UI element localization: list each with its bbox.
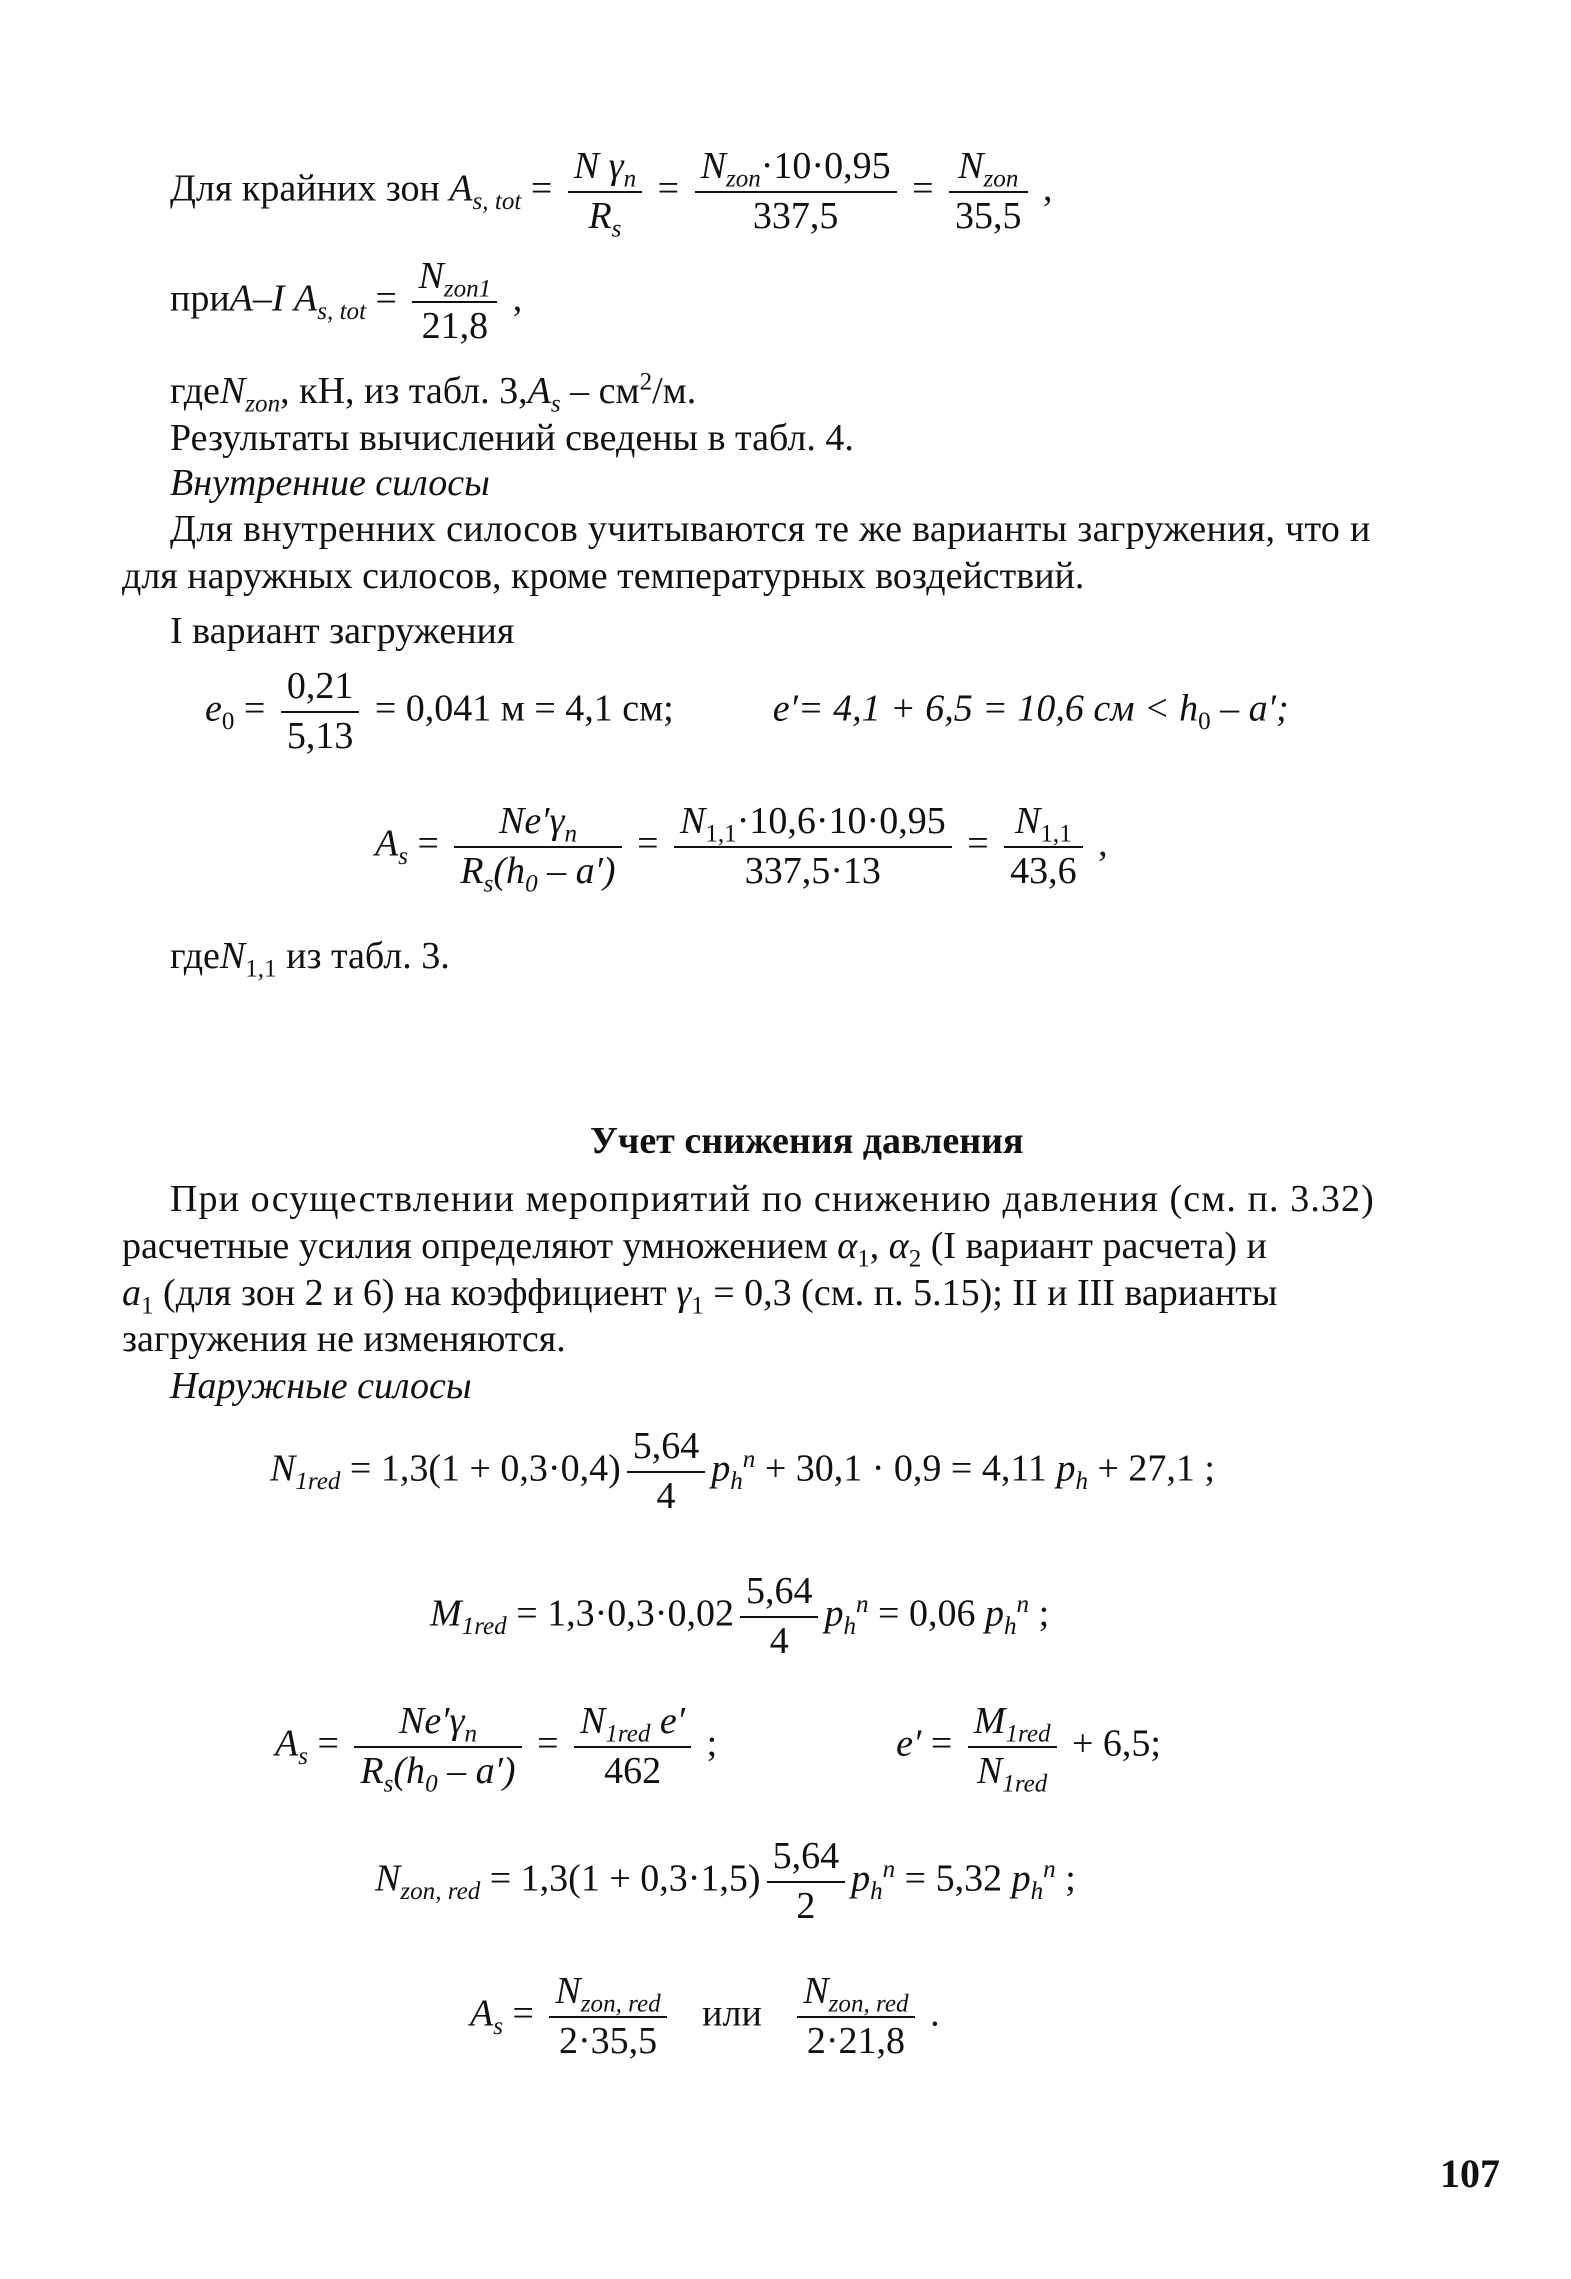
inner-silos-subheading: Внутренние силосы: [170, 462, 490, 504]
page-number: 107: [1440, 2151, 1500, 2196]
paragraph-reduction-b: расчетные усилия определяют умножением $\alpha_1$, $\alpha_2$ (I вариант расчета) и: [122, 1225, 1267, 1273]
paragraph-reduction-a: При осуществлении мероприятий по снижению давления (см. п. 3.32): [170, 1178, 1375, 1220]
edge-zones-label: Для крайних зон: [170, 167, 440, 210]
outer-silos-subheading: Наружные силосы: [170, 1365, 472, 1407]
paragraph-inner-b: для наружных силосов, кроме температурных воздействий.: [122, 555, 1085, 597]
units-note: гдеN$_{zon}$, кН, из табл. $3,A_s - см^2/м$.: [170, 368, 697, 418]
formula-edge-zones: Для крайних зон $A_{s, tot}$ = $\frac{N \gamma_n}{R_s}$ = $\frac{N_{zon}\cdot 10\cdot 0,95}{337,5}$ = $\frac{N_{zon}}{35,5}$ ,: [170, 145, 1053, 243]
formula-as-inner: $A_s$ = $\frac{Ne'\gamma_n}{R_s(h_0 - a')}$ = $\frac{N_{1,1}\cdot 10,6\cdot 10\cdot 0,95}{337,5\cdot 13}$ = $\frac{N_{1,1}}{43,6}$ ,: [375, 800, 1108, 898]
results-note: Результаты вычислений сведены в табл. 4.: [170, 417, 854, 459]
paragraph-reduction-d: загружения не изменяются.: [122, 1318, 566, 1360]
formula-m1red: $M_{1red} = 1,3\cdot 0,3\cdot 0,02$ $\frac{5,64}{4}$ $p_h^n = 0,06$ $p_h^n$ ;: [430, 1570, 1050, 1662]
paragraph-inner-a: Для внутренних силосов учитываются те же варианты загружения, что и: [170, 508, 1371, 550]
formula-a1-class: приА–I $A_{s, tot}$ = $\frac{N_{zon1}}{21,8}$ ,: [170, 255, 523, 347]
section-heading: Учет снижения давления: [590, 1120, 1024, 1162]
formula-as-final: $A_s$ = $\frac{N_{zon, red}}{2\cdot 35,5}$ или $\frac{N_{zon, red}}{2\cdot 21,8}$ .: [470, 1970, 940, 2062]
paragraph-reduction-c: $a_1$ (для зон 2 и 6) на коэффициент $\gamma_1 = 0,3$ (см. п. 5.15); II и III варианты: [122, 1272, 1278, 1320]
formula-e0: $e_0$ = $\frac{0,21}{5,13}$ = 0,041 м = 4,1 см; e′= 4,1 + 6,5 = 10,6 см < $h_0 - a'$;: [205, 665, 1289, 757]
load-case-1: I вариант загружения: [170, 610, 515, 652]
where-n11: гдеN$_{1,1}$ из табл. 3.: [170, 935, 450, 983]
formula-as-outer: $A_s$ = $\frac{Ne'\gamma_n}{R_s(h_0 - a')}$ = $\frac{N_{1red} e'}{462}$ ; e′ = $\frac{M_{1red}}{N_{1red}}$ + 6,5;: [275, 1700, 1161, 1798]
formula-n1red: $N_{1red} = 1,3(1 + 0,3\cdot 0,4)$ $\frac{5,64}{4}$ $p_h^n + 30,1 \cdot 0,9 = 4,11$ $p_h + 27,1$ ;: [270, 1425, 1215, 1517]
formula-nzon-red: $N_{zon, red} = 1,3(1 + 0,3\cdot 1,5)$ $\frac{5,64}{2}$ $p_h^n = 5,32$ $p_h^n$ ;: [375, 1835, 1076, 1927]
